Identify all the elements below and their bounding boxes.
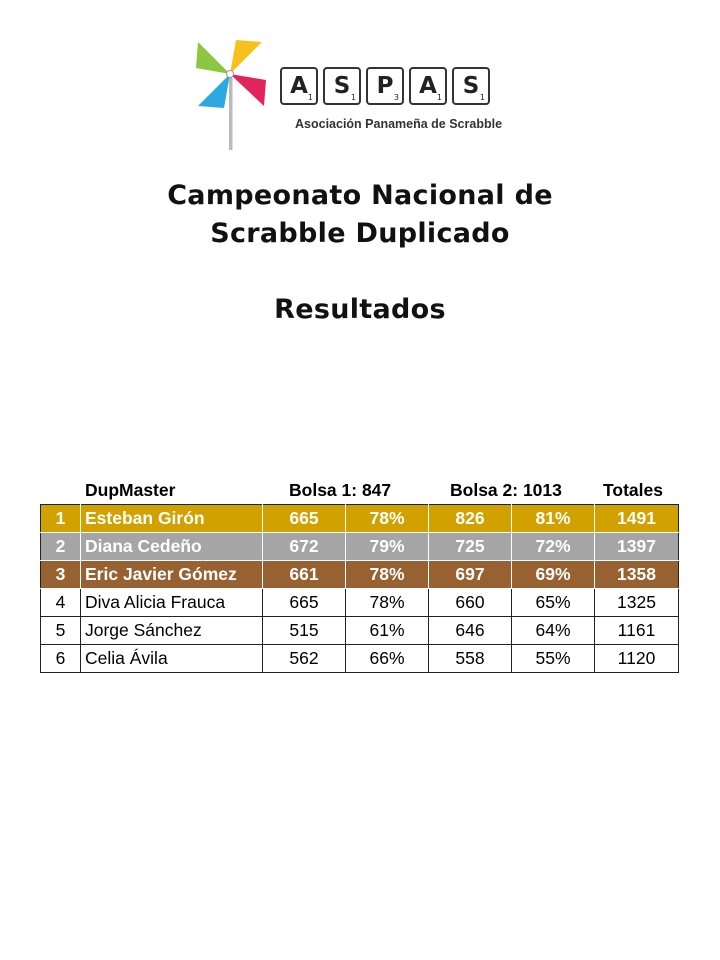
bolsa1-score-cell: 665: [263, 505, 346, 533]
table-row: [41, 617, 679, 645]
organization-name: Asociación Panameña de Scrabble: [295, 117, 503, 131]
bolsa1-percent-cell: 66%: [346, 645, 429, 673]
player-name-cell: Diana Cedeño: [81, 533, 263, 561]
bolsa2-percent-cell: 55%: [512, 645, 595, 673]
bolsa2-percent-cell: 65%: [512, 589, 595, 617]
bolsa2-percent-cell: 64%: [512, 617, 595, 645]
title-line-1: Campeonato Nacional de: [167, 180, 553, 211]
total-cell: 1161: [595, 617, 679, 645]
position-cell: 4: [41, 589, 81, 617]
logo-tile: S 1: [452, 67, 490, 105]
title-line-2: Scrabble Duplicado: [210, 218, 510, 249]
bolsa2-score-cell: 660: [429, 589, 512, 617]
total-cell: 1358: [595, 561, 679, 589]
position-cell: 3: [41, 561, 81, 589]
bolsa1-percent-cell: 61%: [346, 617, 429, 645]
logo-tile: S 1: [323, 67, 361, 105]
header-bolsa-1: Bolsa 1: 847: [289, 480, 392, 500]
bolsa1-percent-cell: 79%: [346, 533, 429, 561]
bolsa2-score-cell: 725: [429, 533, 512, 561]
bolsa2-score-cell: 697: [429, 561, 512, 589]
player-name-cell: Jorge Sánchez: [81, 617, 263, 645]
bolsa2-percent-cell: 72%: [512, 533, 595, 561]
total-cell: 1120: [595, 645, 679, 673]
logo-tile: A 1: [409, 67, 447, 105]
results-grid: [40, 504, 679, 673]
player-name-cell: Celia Ávila: [81, 645, 263, 673]
position-cell: 5: [41, 617, 81, 645]
bolsa1-score-cell: 562: [263, 645, 346, 673]
logo-tile: P 3: [366, 67, 404, 105]
total-cell: 1397: [595, 533, 679, 561]
bolsa2-score-cell: 646: [429, 617, 512, 645]
bolsa2-score-cell: 558: [429, 645, 512, 673]
bolsa1-score-cell: 672: [263, 533, 346, 561]
bolsa2-score-cell: 826: [429, 505, 512, 533]
player-name-cell: Eric Javier Gómez: [81, 561, 263, 589]
position-cell: 6: [41, 645, 81, 673]
subtitle: Resultados: [274, 294, 446, 325]
table-row: [41, 505, 679, 533]
pinwheel-icon: [192, 36, 268, 152]
bolsa1-percent-cell: 78%: [346, 561, 429, 589]
aspas-logo: [192, 36, 522, 152]
bolsa1-percent-cell: 78%: [346, 589, 429, 617]
total-cell: 1325: [595, 589, 679, 617]
total-cell: 1491: [595, 505, 679, 533]
table-row: [41, 589, 679, 617]
position-cell: 2: [41, 533, 81, 561]
logo-tiles: [280, 67, 490, 109]
bolsa1-score-cell: 515: [263, 617, 346, 645]
bolsa1-percent-cell: 78%: [346, 505, 429, 533]
bolsa1-score-cell: 661: [263, 561, 346, 589]
table-row: [41, 533, 679, 561]
table-header: [40, 476, 678, 504]
bolsa1-score-cell: 665: [263, 589, 346, 617]
header-bolsa-2: Bolsa 2: 1013: [450, 480, 562, 500]
bolsa2-percent-cell: 69%: [512, 561, 595, 589]
position-cell: 1: [41, 505, 81, 533]
table-row: [41, 561, 679, 589]
bolsa2-percent-cell: 81%: [512, 505, 595, 533]
player-name-cell: Diva Alicia Frauca: [81, 589, 263, 617]
table-row: [41, 645, 679, 673]
logo-tile: A 1: [280, 67, 318, 105]
results-table: [40, 476, 678, 673]
player-name-cell: Esteban Girón: [81, 505, 263, 533]
header-name: DupMaster: [85, 480, 176, 500]
header-totals: Totales: [603, 480, 663, 500]
